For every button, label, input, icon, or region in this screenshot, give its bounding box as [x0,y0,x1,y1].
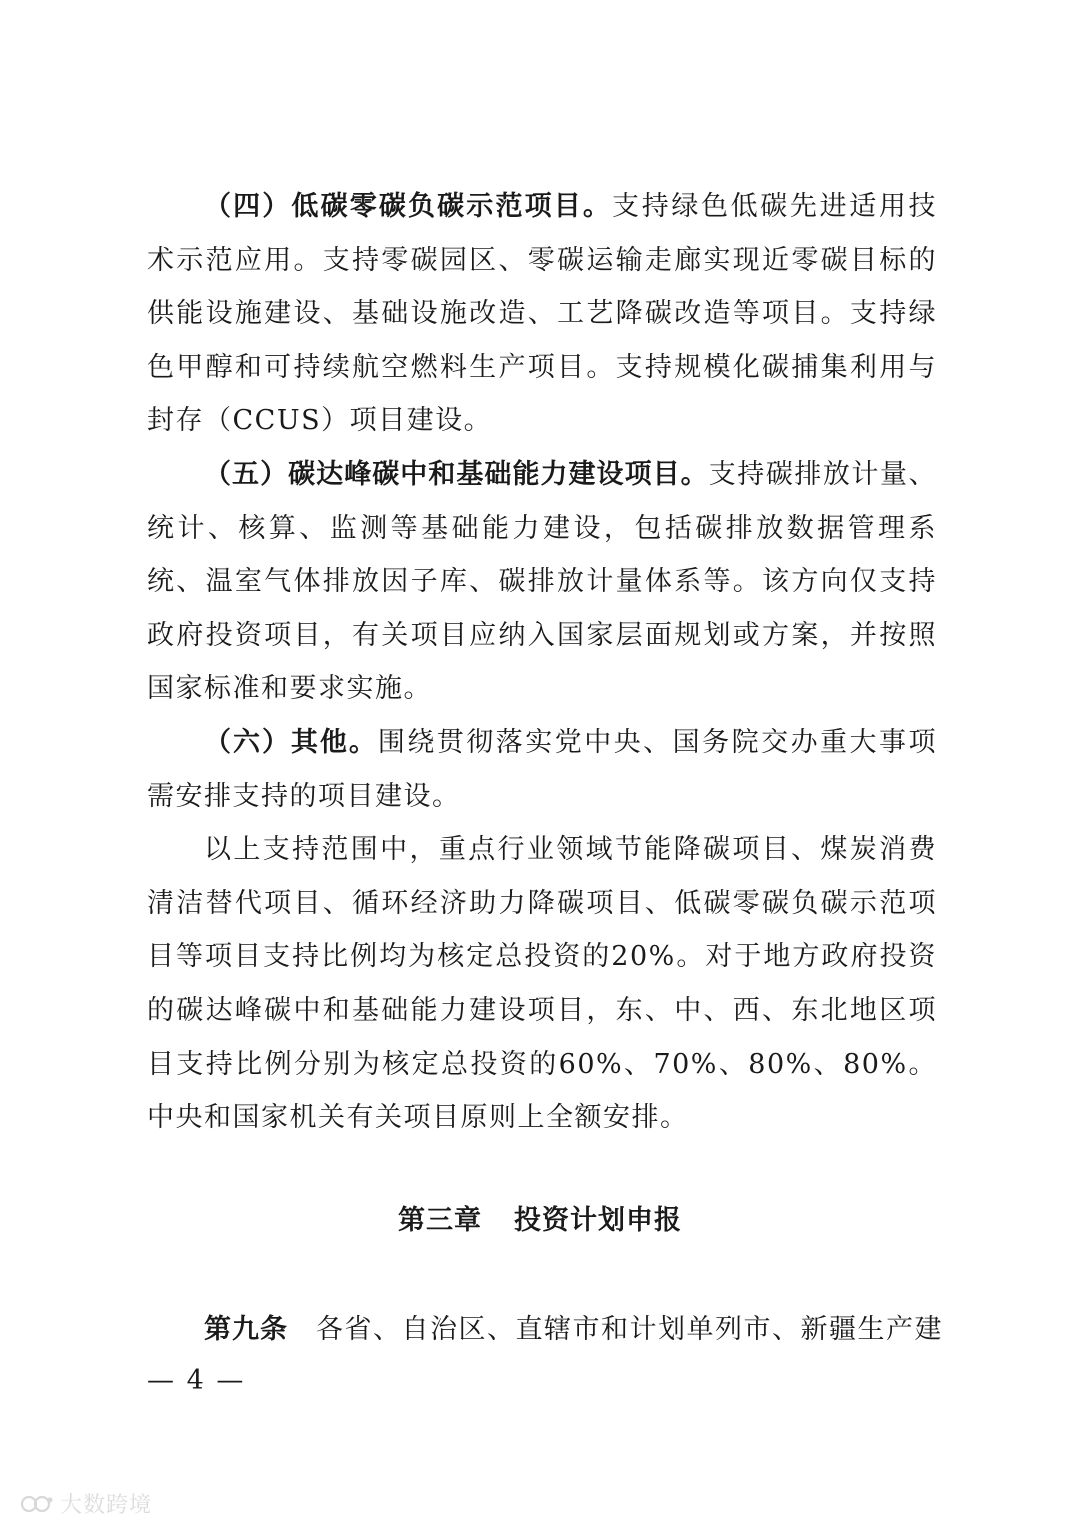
paragraph-text: 以上支持范围中，重点行业领域节能降碳项目、煤炭消费清洁替代项目、循环经济助力降碳项目、低碳零碳负碳示范项目等项目支持比例均为核定总投资的20%。对于地方政府投资的碳达峰碳中和基础能力建设项目，东、中、西、东北地区项目支持比例分别为核定总投资的60%、70%、80%、80%。中央和国家机关有关项目原则上全额安排。 [147,834,937,1134]
watermark [20,1488,152,1519]
paragraph-5 [147,448,937,716]
paragraph-6 [147,716,937,823]
paragraph-text: 支持绿色低碳先进适用技术示范应用。支持零碳园区、零碳运输走廊实现近零碳目标的供能设施建设、基础设施改造、工艺降碳改造等项目。支持绿色甲醇和可持续航空燃料生产项目。支持规模化碳捕集利用与封存（CCUS）项目建设。 [147,191,938,437]
watermark-text: 大数跨境 [60,1493,153,1518]
page-number: — 4 — [147,1365,246,1396]
body-text [147,180,937,1145]
logo-icon [20,1492,54,1516]
chapter-heading [0,1198,1080,1237]
article-heading: 第九条 [204,1314,288,1345]
paragraph-text: 围绕贯彻落实党中央、国务院交办重大事项需安排支持的项目建设。 [147,726,937,812]
article-9 [147,1303,943,1357]
paragraph-text: 支持碳排放计量、统计、核算、监测等基础能力建设，包括碳排放数据管理系统、温室气体排放因子库、碳排放计量体系等。该方向仅支持政府投资项目，有关项目应纳入国家层面规划或方案，并按照国家标准和要求实施。 [147,458,938,705]
chapter-number: 第三章 [398,1205,482,1236]
article-text: 各省、自治区、直辖市和计划单列市、新疆生产建 [316,1314,943,1345]
chapter-title: 投资计划申报 [514,1205,682,1236]
paragraph-4 [147,180,937,448]
paragraph-heading: （六）其他。 [204,726,378,758]
paragraph-heading: （五）碳达峰碳中和基础能力建设项目。 [204,458,709,490]
paragraph-summary [147,823,937,1145]
paragraph-heading: （四）低碳零碳负碳示范项目。 [204,191,613,222]
